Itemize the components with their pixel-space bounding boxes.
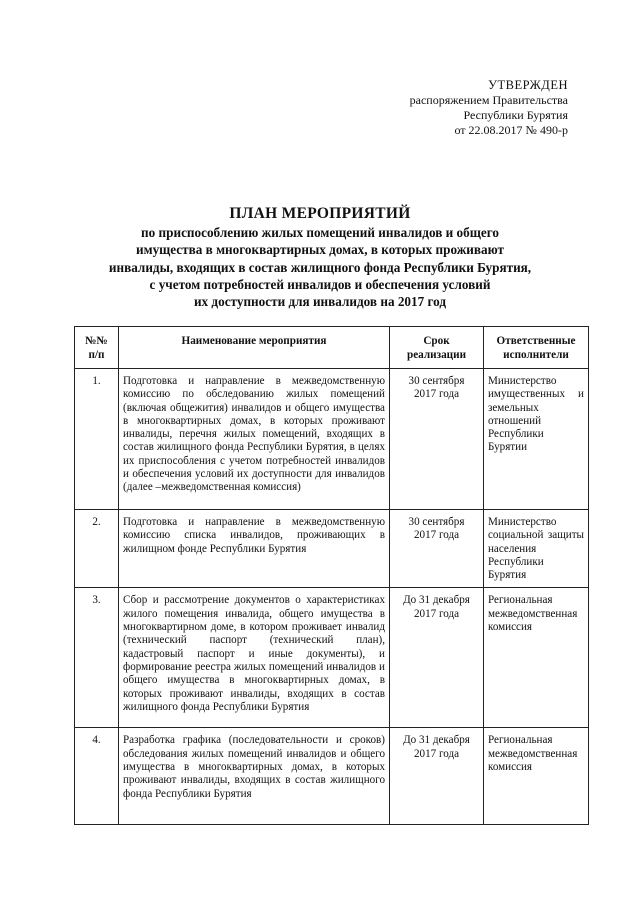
row-term-line-2: 2017 года: [413, 607, 460, 620]
row-measure: Подготовка и направление в межведомственную комиссию списка инвалидов, проживающих в жилищном фонде Республики Бурятия: [119, 510, 390, 588]
row-executor: Министерство социальной защиты населения Республики Бурятия: [484, 510, 589, 588]
row-term: [390, 588, 484, 728]
subtitle-line-5: их доступности для инвалидов на 2017 год: [193, 294, 447, 310]
approval-line-2: Республики Бурятия: [463, 108, 568, 122]
header-executors-line-1: Ответственные: [496, 335, 576, 347]
approval-line-1: распоряжением Правительства: [409, 93, 568, 107]
subtitle-line-4: с учетом потребностей инвалидов и обеспечения условий: [149, 276, 491, 292]
row-term-line-2: 2017 года: [413, 529, 460, 542]
header-term-line-2: реализации: [406, 349, 467, 362]
row-number: 3.: [75, 588, 119, 728]
subtitle-line-2: имущества в многоквартирных домах, в которых проживают: [135, 242, 504, 258]
approval-stamp: [410, 78, 568, 138]
table-header-row: [75, 327, 589, 369]
document-title: [60, 204, 580, 310]
header-number-line-1: №№: [85, 335, 108, 347]
row-term-line-1: До 31 декабря: [403, 594, 470, 607]
row-term: [390, 728, 484, 825]
header-number: [75, 327, 119, 369]
row-term-line-2: 2017 года: [413, 747, 460, 760]
plan-title: ПЛАН МЕРОПРИЯТИЙ: [229, 205, 411, 222]
row-term-line-1: 30 сентября: [408, 375, 465, 387]
row-measure: Подготовка и направление в межведомственную комиссию по обследованию жилых помещений (включая общежития) инвалидов и общего имущества в многоквартирных домах, в которых проживают инвалиды, перечня жилых помещений, входящих в состав жилищного фонда Республики Бурятия, в целях их приспособления с учетом потребностей инвалидов и обеспечения условий их доступности для инвалидов (далее –межведомственная комиссия): [119, 369, 390, 510]
row-term: [390, 369, 484, 510]
row-executor: Министерство имущественных и земельных отношений Республики Бурятии: [484, 369, 589, 510]
row-term-line-2: 2017 года: [413, 388, 460, 401]
header-term: [390, 327, 484, 369]
header-executors-line-2: исполнители: [503, 349, 569, 362]
measures-table: [74, 326, 589, 825]
row-measure: Разработка графика (последовательности и сроков) обследования жилых помещений инвалидов и общего имущества в многоквартирных домах, в которых проживают инвалиды, входящих в состав жилищного фонда Республики Бурятия: [119, 728, 390, 825]
subtitle-line-1: по приспособлению жилых помещений инвалидов и общего: [141, 225, 499, 240]
table-row: [75, 510, 589, 588]
row-term-line-1: 30 сентября: [408, 516, 465, 528]
row-term: [390, 510, 484, 588]
row-number: 4.: [75, 728, 119, 825]
table-row: [75, 588, 589, 728]
header-number-line-2: п/п: [88, 349, 105, 362]
row-executor: Региональная межведомственная комиссия: [484, 588, 589, 728]
row-measure: Сбор и рассмотрение документов о характеристиках жилого помещения инвалида, общего имущества в многоквартирном доме, в котором проживает инвалид (технический паспорт (технический план), кадастровый паспорт и иные документы), и формирование реестра жилых помещений инвалидов и общего имущества в многоквартирных домах, в которых проживают инвалиды, входящих в состав жилищного фонда Республики Бурятия: [119, 588, 390, 728]
approval-line-3: от 22.08.2017 № 490-р: [454, 123, 568, 137]
row-executor: Региональная межведомственная комиссия: [484, 728, 589, 825]
row-number: 2.: [75, 510, 119, 588]
header-executors: [484, 327, 589, 369]
row-term-line-1: До 31 декабря: [403, 734, 470, 747]
table-row: [75, 728, 589, 825]
header-name-label: Наименование мероприятия: [181, 335, 327, 347]
subtitle-line-3: инвалиды, входящих в состав жилищного фонда Республики Бурятия,: [108, 259, 532, 275]
approval-heading: УТВЕРЖДЕН: [488, 78, 568, 92]
header-term-line-1: Срок: [423, 335, 450, 347]
table-row: [75, 369, 589, 510]
row-number: 1.: [75, 369, 119, 510]
header-name: [119, 327, 390, 369]
